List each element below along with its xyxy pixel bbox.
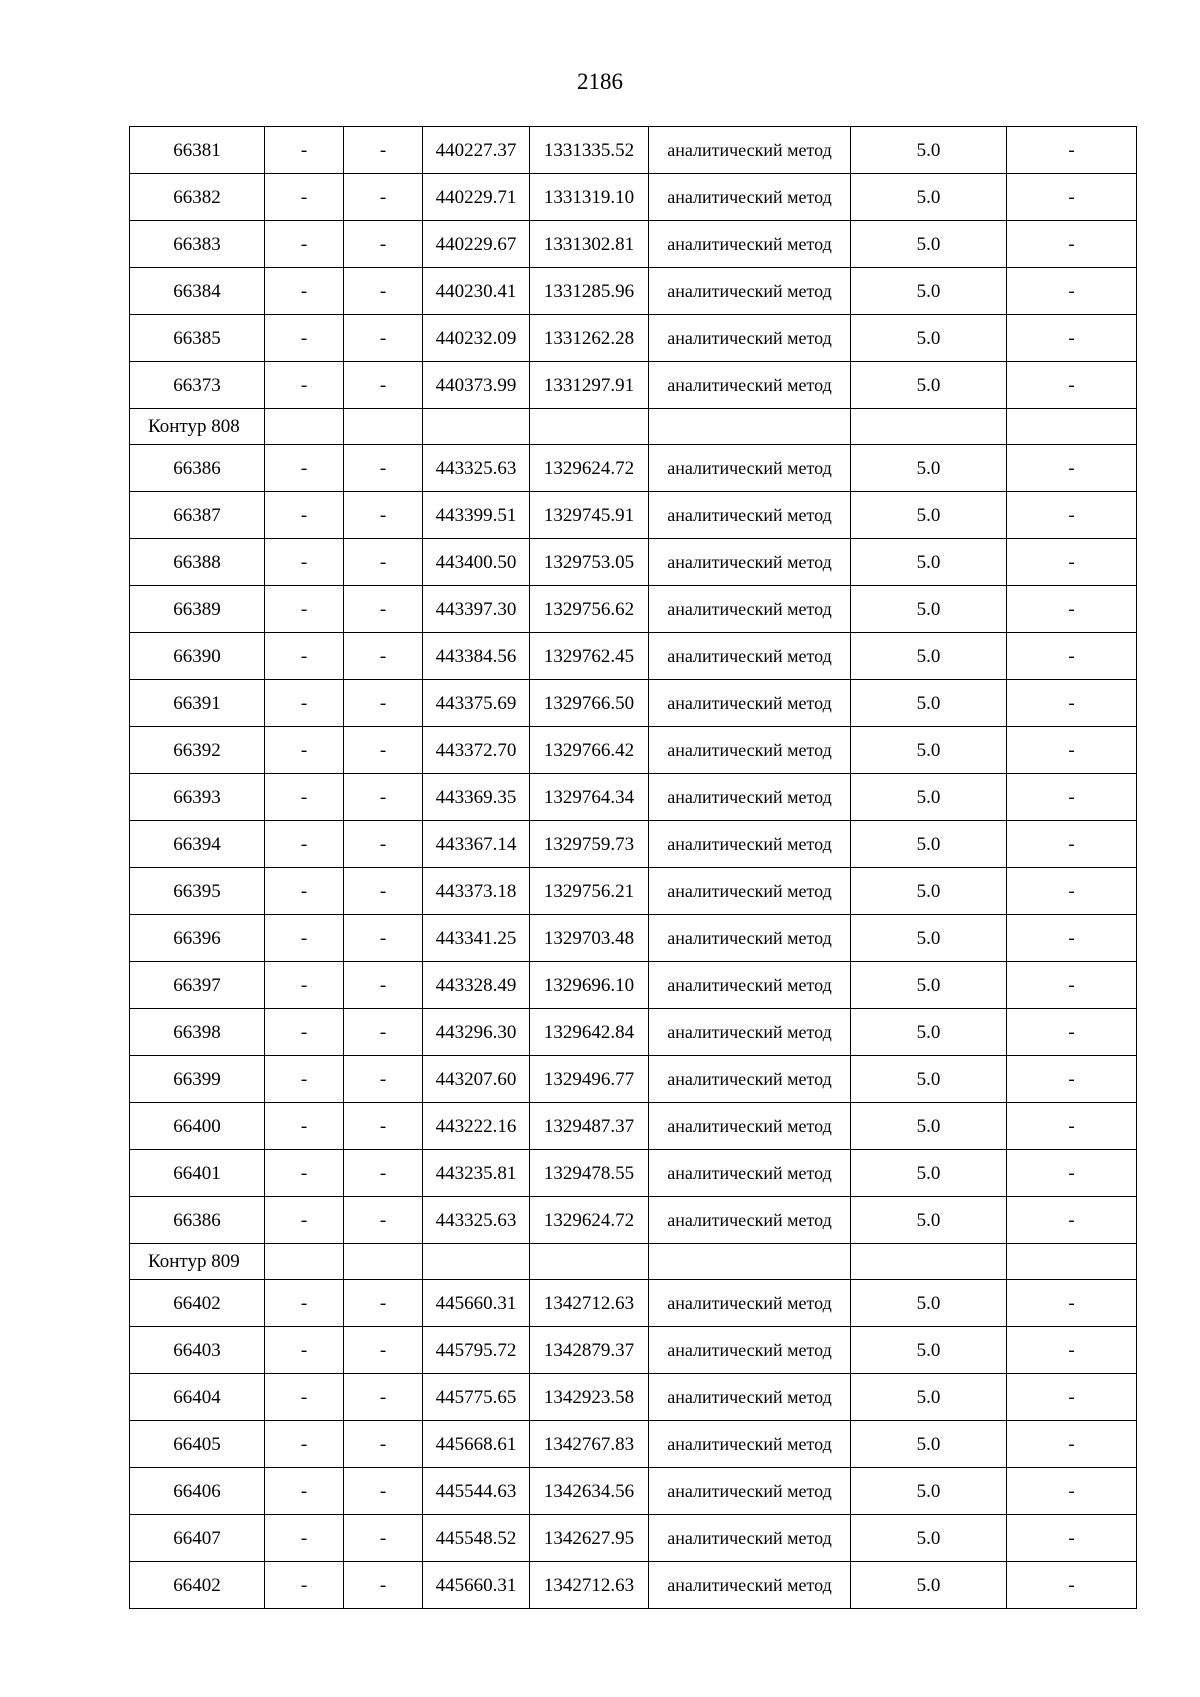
old-y-cell: -: [344, 315, 423, 362]
accuracy-cell: 5.0: [851, 1009, 1007, 1056]
note-cell: -: [1007, 1562, 1137, 1609]
method-cell: аналитический метод: [649, 1009, 851, 1056]
y-coordinate-cell: 1329703.48: [530, 915, 649, 962]
accuracy-cell: 5.0: [851, 1150, 1007, 1197]
table-row: [130, 1515, 1137, 1562]
empty-cell: [649, 1244, 851, 1280]
table-row: [130, 127, 1137, 174]
method-cell: аналитический метод: [649, 1103, 851, 1150]
x-coordinate-cell: 443375.69: [423, 680, 530, 727]
x-coordinate-cell: 445548.52: [423, 1515, 530, 1562]
x-coordinate-cell: 445795.72: [423, 1327, 530, 1374]
old-y-cell: -: [344, 1421, 423, 1468]
method-cell: аналитический метод: [649, 1515, 851, 1562]
point-number-cell: 66382: [130, 174, 265, 221]
empty-cell: [530, 1244, 649, 1280]
note-cell: -: [1007, 962, 1137, 1009]
point-number-cell: 66398: [130, 1009, 265, 1056]
x-coordinate-cell: 440232.09: [423, 315, 530, 362]
old-y-cell: -: [344, 962, 423, 1009]
point-number-cell: 66404: [130, 1374, 265, 1421]
table-row: [130, 774, 1137, 821]
note-cell: -: [1007, 774, 1137, 821]
old-x-cell: -: [265, 127, 344, 174]
accuracy-cell: 5.0: [851, 1103, 1007, 1150]
point-number-cell: 66397: [130, 962, 265, 1009]
note-cell: -: [1007, 445, 1137, 492]
y-coordinate-cell: 1331262.28: [530, 315, 649, 362]
x-coordinate-cell: 443296.30: [423, 1009, 530, 1056]
note-cell: -: [1007, 868, 1137, 915]
accuracy-cell: 5.0: [851, 315, 1007, 362]
accuracy-cell: 5.0: [851, 539, 1007, 586]
accuracy-cell: 5.0: [851, 1562, 1007, 1609]
old-y-cell: -: [344, 1103, 423, 1150]
old-y-cell: -: [344, 539, 423, 586]
point-number-cell: 66396: [130, 915, 265, 962]
accuracy-cell: 5.0: [851, 1515, 1007, 1562]
note-cell: -: [1007, 492, 1137, 539]
x-coordinate-cell: 443384.56: [423, 633, 530, 680]
point-number-cell: 66386: [130, 1197, 265, 1244]
table-row: [130, 221, 1137, 268]
note-cell: -: [1007, 1280, 1137, 1327]
empty-cell: [265, 1244, 344, 1280]
accuracy-cell: 5.0: [851, 1280, 1007, 1327]
y-coordinate-cell: 1331285.96: [530, 268, 649, 315]
y-coordinate-cell: 1329766.50: [530, 680, 649, 727]
y-coordinate-cell: 1342634.56: [530, 1468, 649, 1515]
table-row: [130, 633, 1137, 680]
y-coordinate-cell: 1329759.73: [530, 821, 649, 868]
method-cell: аналитический метод: [649, 362, 851, 409]
old-y-cell: -: [344, 1374, 423, 1421]
empty-cell: [851, 1244, 1007, 1280]
point-number-cell: 66383: [130, 221, 265, 268]
table-row: [130, 821, 1137, 868]
accuracy-cell: 5.0: [851, 221, 1007, 268]
old-y-cell: -: [344, 821, 423, 868]
empty-cell: [344, 1244, 423, 1280]
note-cell: -: [1007, 1515, 1137, 1562]
x-coordinate-cell: 443235.81: [423, 1150, 530, 1197]
table-row: [130, 539, 1137, 586]
empty-cell: [530, 409, 649, 445]
y-coordinate-cell: 1329756.62: [530, 586, 649, 633]
empty-cell: [344, 409, 423, 445]
point-number-cell: 66402: [130, 1280, 265, 1327]
table-row: [130, 1280, 1137, 1327]
accuracy-cell: 5.0: [851, 445, 1007, 492]
x-coordinate-cell: 440227.37: [423, 127, 530, 174]
y-coordinate-cell: 1342712.63: [530, 1562, 649, 1609]
y-coordinate-cell: 1329487.37: [530, 1103, 649, 1150]
old-x-cell: -: [265, 1374, 344, 1421]
x-coordinate-cell: 443369.35: [423, 774, 530, 821]
table-row: [130, 492, 1137, 539]
x-coordinate-cell: 443399.51: [423, 492, 530, 539]
table-row: [130, 586, 1137, 633]
y-coordinate-cell: 1342879.37: [530, 1327, 649, 1374]
table-row: [130, 1103, 1137, 1150]
note-cell: -: [1007, 1421, 1137, 1468]
x-coordinate-cell: 440229.71: [423, 174, 530, 221]
method-cell: аналитический метод: [649, 586, 851, 633]
point-number-cell: 66386: [130, 445, 265, 492]
accuracy-cell: 5.0: [851, 821, 1007, 868]
table-row: [130, 915, 1137, 962]
y-coordinate-cell: 1329624.72: [530, 1197, 649, 1244]
old-x-cell: -: [265, 445, 344, 492]
old-y-cell: -: [344, 915, 423, 962]
accuracy-cell: 5.0: [851, 1421, 1007, 1468]
method-cell: аналитический метод: [649, 1468, 851, 1515]
x-coordinate-cell: 443325.63: [423, 1197, 530, 1244]
x-coordinate-cell: 443372.70: [423, 727, 530, 774]
old-y-cell: -: [344, 1056, 423, 1103]
contour-header-row: [130, 1244, 1137, 1280]
table-row: [130, 727, 1137, 774]
old-x-cell: -: [265, 174, 344, 221]
y-coordinate-cell: 1329478.55: [530, 1150, 649, 1197]
old-y-cell: -: [344, 221, 423, 268]
method-cell: аналитический метод: [649, 539, 851, 586]
note-cell: -: [1007, 174, 1137, 221]
method-cell: аналитический метод: [649, 821, 851, 868]
point-number-cell: 66394: [130, 821, 265, 868]
y-coordinate-cell: 1331302.81: [530, 221, 649, 268]
contour-label: Контур 808: [130, 409, 265, 445]
method-cell: аналитический метод: [649, 1150, 851, 1197]
x-coordinate-cell: 443400.50: [423, 539, 530, 586]
note-cell: -: [1007, 1009, 1137, 1056]
old-y-cell: -: [344, 727, 423, 774]
method-cell: аналитический метод: [649, 633, 851, 680]
old-x-cell: -: [265, 1009, 344, 1056]
old-x-cell: -: [265, 633, 344, 680]
method-cell: аналитический метод: [649, 727, 851, 774]
table-row: [130, 1327, 1137, 1374]
accuracy-cell: 5.0: [851, 915, 1007, 962]
y-coordinate-cell: 1329624.72: [530, 445, 649, 492]
old-y-cell: -: [344, 1280, 423, 1327]
note-cell: -: [1007, 915, 1137, 962]
old-x-cell: -: [265, 1421, 344, 1468]
accuracy-cell: 5.0: [851, 1374, 1007, 1421]
y-coordinate-cell: 1329766.42: [530, 727, 649, 774]
accuracy-cell: 5.0: [851, 633, 1007, 680]
accuracy-cell: 5.0: [851, 1327, 1007, 1374]
old-x-cell: -: [265, 1468, 344, 1515]
point-number-cell: 66405: [130, 1421, 265, 1468]
old-y-cell: -: [344, 868, 423, 915]
note-cell: -: [1007, 1327, 1137, 1374]
old-x-cell: -: [265, 539, 344, 586]
y-coordinate-cell: 1329762.45: [530, 633, 649, 680]
y-coordinate-cell: 1329745.91: [530, 492, 649, 539]
method-cell: аналитический метод: [649, 1056, 851, 1103]
old-x-cell: -: [265, 1056, 344, 1103]
old-x-cell: -: [265, 1562, 344, 1609]
x-coordinate-cell: 445668.61: [423, 1421, 530, 1468]
x-coordinate-cell: 440373.99: [423, 362, 530, 409]
old-y-cell: -: [344, 1197, 423, 1244]
y-coordinate-cell: 1342767.83: [530, 1421, 649, 1468]
old-y-cell: -: [344, 1468, 423, 1515]
table-row: [130, 174, 1137, 221]
old-x-cell: -: [265, 315, 344, 362]
accuracy-cell: 5.0: [851, 1056, 1007, 1103]
note-cell: -: [1007, 727, 1137, 774]
point-number-cell: 66403: [130, 1327, 265, 1374]
accuracy-cell: 5.0: [851, 586, 1007, 633]
table-row: [130, 268, 1137, 315]
method-cell: аналитический метод: [649, 221, 851, 268]
old-y-cell: -: [344, 445, 423, 492]
point-number-cell: 66387: [130, 492, 265, 539]
old-y-cell: -: [344, 127, 423, 174]
x-coordinate-cell: 445660.31: [423, 1280, 530, 1327]
note-cell: -: [1007, 539, 1137, 586]
x-coordinate-cell: 443325.63: [423, 445, 530, 492]
x-coordinate-cell: 443328.49: [423, 962, 530, 1009]
method-cell: аналитический метод: [649, 127, 851, 174]
note-cell: -: [1007, 1150, 1137, 1197]
method-cell: аналитический метод: [649, 445, 851, 492]
point-number-cell: 66391: [130, 680, 265, 727]
contour-label: Контур 809: [130, 1244, 265, 1280]
method-cell: аналитический метод: [649, 1421, 851, 1468]
old-y-cell: -: [344, 1150, 423, 1197]
table-row: [130, 315, 1137, 362]
table-row: [130, 445, 1137, 492]
old-y-cell: -: [344, 174, 423, 221]
table-row: [130, 1374, 1137, 1421]
method-cell: аналитический метод: [649, 268, 851, 315]
method-cell: аналитический метод: [649, 962, 851, 1009]
point-number-cell: 66384: [130, 268, 265, 315]
accuracy-cell: 5.0: [851, 127, 1007, 174]
table-row: [130, 1468, 1137, 1515]
note-cell: -: [1007, 633, 1137, 680]
old-y-cell: -: [344, 1327, 423, 1374]
old-y-cell: -: [344, 586, 423, 633]
accuracy-cell: 5.0: [851, 492, 1007, 539]
old-x-cell: -: [265, 727, 344, 774]
x-coordinate-cell: 443207.60: [423, 1056, 530, 1103]
table-row: [130, 1197, 1137, 1244]
x-coordinate-cell: 443341.25: [423, 915, 530, 962]
note-cell: -: [1007, 315, 1137, 362]
accuracy-cell: 5.0: [851, 174, 1007, 221]
y-coordinate-cell: 1342923.58: [530, 1374, 649, 1421]
old-x-cell: -: [265, 362, 344, 409]
y-coordinate-cell: 1342712.63: [530, 1280, 649, 1327]
note-cell: -: [1007, 362, 1137, 409]
old-x-cell: -: [265, 1515, 344, 1562]
old-x-cell: -: [265, 868, 344, 915]
method-cell: аналитический метод: [649, 1280, 851, 1327]
x-coordinate-cell: 445775.65: [423, 1374, 530, 1421]
note-cell: -: [1007, 1103, 1137, 1150]
note-cell: -: [1007, 1056, 1137, 1103]
y-coordinate-cell: 1329756.21: [530, 868, 649, 915]
x-coordinate-cell: 443222.16: [423, 1103, 530, 1150]
method-cell: аналитический метод: [649, 492, 851, 539]
note-cell: -: [1007, 268, 1137, 315]
accuracy-cell: 5.0: [851, 1197, 1007, 1244]
old-x-cell: -: [265, 492, 344, 539]
point-number-cell: 66407: [130, 1515, 265, 1562]
x-coordinate-cell: 445660.31: [423, 1562, 530, 1609]
method-cell: аналитический метод: [649, 868, 851, 915]
accuracy-cell: 5.0: [851, 774, 1007, 821]
empty-cell: [423, 409, 530, 445]
note-cell: -: [1007, 127, 1137, 174]
note-cell: -: [1007, 1197, 1137, 1244]
method-cell: аналитический метод: [649, 1327, 851, 1374]
accuracy-cell: 5.0: [851, 868, 1007, 915]
note-cell: -: [1007, 221, 1137, 268]
old-y-cell: -: [344, 492, 423, 539]
table-row: [130, 1421, 1137, 1468]
table-row: [130, 1562, 1137, 1609]
method-cell: аналитический метод: [649, 774, 851, 821]
method-cell: аналитический метод: [649, 174, 851, 221]
note-cell: -: [1007, 1374, 1137, 1421]
old-y-cell: -: [344, 268, 423, 315]
y-coordinate-cell: 1342627.95: [530, 1515, 649, 1562]
point-number-cell: 66395: [130, 868, 265, 915]
y-coordinate-cell: 1329696.10: [530, 962, 649, 1009]
method-cell: аналитический метод: [649, 315, 851, 362]
point-number-cell: 66402: [130, 1562, 265, 1609]
old-x-cell: -: [265, 221, 344, 268]
old-x-cell: -: [265, 774, 344, 821]
old-x-cell: -: [265, 268, 344, 315]
accuracy-cell: 5.0: [851, 362, 1007, 409]
point-number-cell: 66400: [130, 1103, 265, 1150]
old-x-cell: -: [265, 1197, 344, 1244]
accuracy-cell: 5.0: [851, 727, 1007, 774]
empty-cell: [851, 409, 1007, 445]
x-coordinate-cell: 440229.67: [423, 221, 530, 268]
old-x-cell: -: [265, 586, 344, 633]
note-cell: -: [1007, 680, 1137, 727]
old-x-cell: -: [265, 915, 344, 962]
x-coordinate-cell: 443367.14: [423, 821, 530, 868]
table-row: [130, 868, 1137, 915]
point-number-cell: 66381: [130, 127, 265, 174]
empty-cell: [265, 409, 344, 445]
point-number-cell: 66373: [130, 362, 265, 409]
old-x-cell: -: [265, 1280, 344, 1327]
empty-cell: [1007, 1244, 1137, 1280]
table-row: [130, 362, 1137, 409]
method-cell: аналитический метод: [649, 1374, 851, 1421]
table-row: [130, 1150, 1137, 1197]
old-y-cell: -: [344, 1515, 423, 1562]
accuracy-cell: 5.0: [851, 268, 1007, 315]
note-cell: -: [1007, 1468, 1137, 1515]
y-coordinate-cell: 1329496.77: [530, 1056, 649, 1103]
point-number-cell: 66388: [130, 539, 265, 586]
old-y-cell: -: [344, 1009, 423, 1056]
old-y-cell: -: [344, 680, 423, 727]
point-number-cell: 66393: [130, 774, 265, 821]
point-number-cell: 66385: [130, 315, 265, 362]
y-coordinate-cell: 1329764.34: [530, 774, 649, 821]
y-coordinate-cell: 1331297.91: [530, 362, 649, 409]
method-cell: аналитический метод: [649, 680, 851, 727]
y-coordinate-cell: 1329753.05: [530, 539, 649, 586]
old-y-cell: -: [344, 774, 423, 821]
old-x-cell: -: [265, 962, 344, 1009]
empty-cell: [649, 409, 851, 445]
page-number: 2186: [577, 69, 623, 94]
old-x-cell: -: [265, 680, 344, 727]
point-number-cell: 66389: [130, 586, 265, 633]
old-y-cell: -: [344, 362, 423, 409]
coordinates-table: [129, 126, 1137, 1609]
method-cell: аналитический метод: [649, 1197, 851, 1244]
point-number-cell: 66390: [130, 633, 265, 680]
old-x-cell: -: [265, 1327, 344, 1374]
point-number-cell: 66406: [130, 1468, 265, 1515]
old-x-cell: -: [265, 1150, 344, 1197]
note-cell: -: [1007, 586, 1137, 633]
x-coordinate-cell: 440230.41: [423, 268, 530, 315]
point-number-cell: 66401: [130, 1150, 265, 1197]
point-number-cell: 66399: [130, 1056, 265, 1103]
x-coordinate-cell: 445544.63: [423, 1468, 530, 1515]
accuracy-cell: 5.0: [851, 962, 1007, 1009]
y-coordinate-cell: 1331335.52: [530, 127, 649, 174]
method-cell: аналитический метод: [649, 1562, 851, 1609]
old-x-cell: -: [265, 821, 344, 868]
point-number-cell: 66392: [130, 727, 265, 774]
old-x-cell: -: [265, 1103, 344, 1150]
table-row: [130, 1009, 1137, 1056]
x-coordinate-cell: 443373.18: [423, 868, 530, 915]
old-y-cell: -: [344, 1562, 423, 1609]
accuracy-cell: 5.0: [851, 680, 1007, 727]
contour-header-row: [130, 409, 1137, 445]
empty-cell: [423, 1244, 530, 1280]
empty-cell: [1007, 409, 1137, 445]
y-coordinate-cell: 1329642.84: [530, 1009, 649, 1056]
note-cell: -: [1007, 821, 1137, 868]
method-cell: аналитический метод: [649, 915, 851, 962]
y-coordinate-cell: 1331319.10: [530, 174, 649, 221]
coordinates-table-body: [130, 127, 1137, 1609]
x-coordinate-cell: 443397.30: [423, 586, 530, 633]
table-row: [130, 962, 1137, 1009]
table-row: [130, 680, 1137, 727]
table-row: [130, 1056, 1137, 1103]
old-y-cell: -: [344, 633, 423, 680]
accuracy-cell: 5.0: [851, 1468, 1007, 1515]
